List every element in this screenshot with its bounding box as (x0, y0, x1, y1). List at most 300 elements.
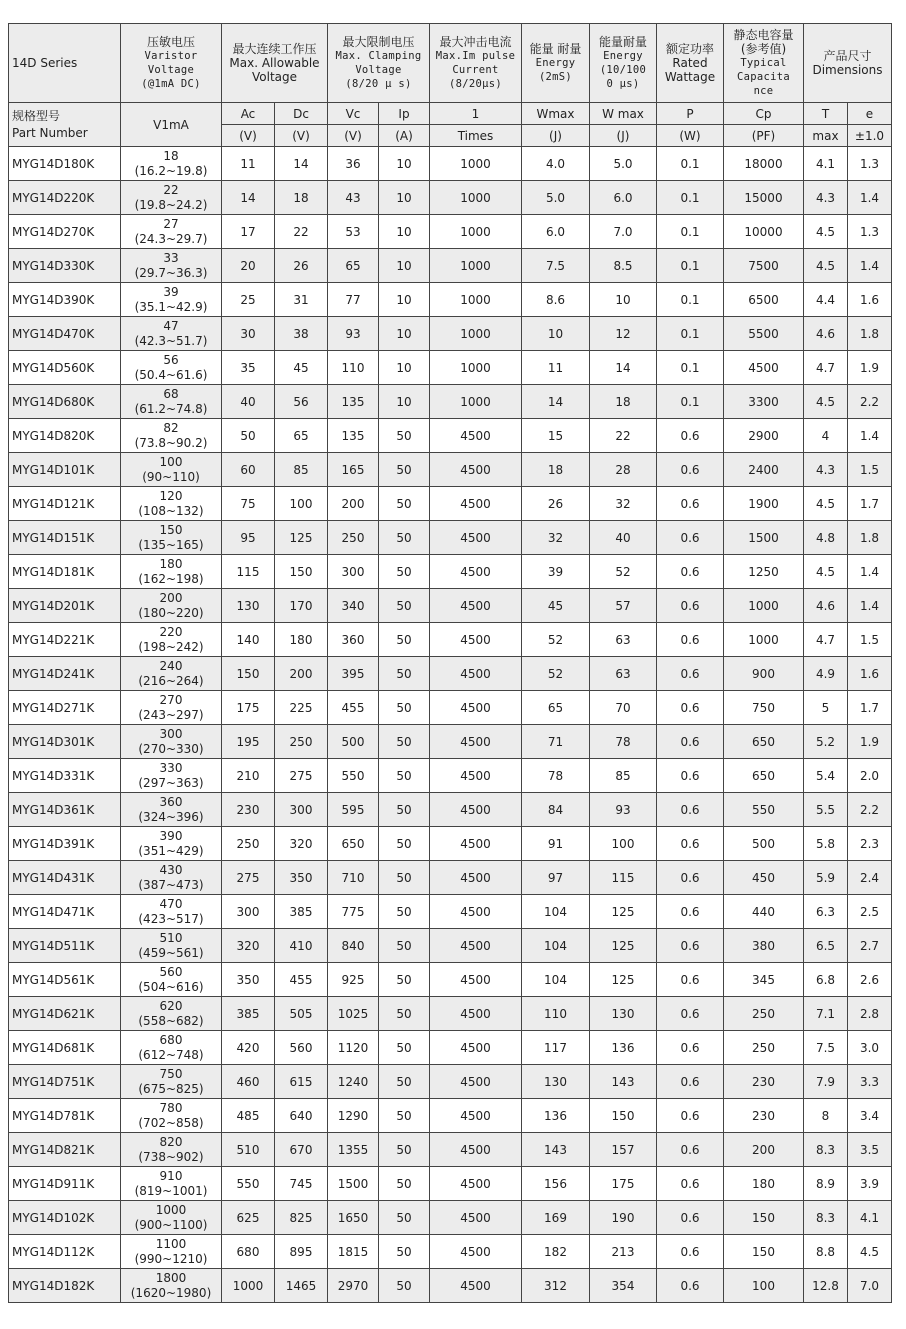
rated-power: 0.6 (657, 1133, 724, 1167)
header-dimensions: 产品尺寸 Dimensions (804, 24, 892, 103)
thickness: 5.9 (804, 861, 848, 895)
ac-voltage: 150 (222, 657, 275, 691)
clamping-voltage: 775 (328, 895, 379, 929)
table-row (9, 861, 892, 895)
capacitance: 230 (724, 1099, 804, 1133)
thickness: 5.8 (804, 827, 848, 861)
rated-power: 0.1 (657, 351, 724, 385)
thickness: 8.9 (804, 1167, 848, 1201)
impulse-times: 4500 (430, 1065, 522, 1099)
capacitance: 10000 (724, 215, 804, 249)
nominal-voltage: 33 (163, 250, 179, 265)
table-row (9, 691, 892, 725)
energy-10-1000: 136 (590, 1031, 657, 1065)
voltage-range: (819~1001) (134, 1183, 208, 1198)
voltage-range: (198~242) (138, 639, 204, 654)
dc-voltage: 225 (275, 691, 328, 725)
energy-10-1000: 143 (590, 1065, 657, 1099)
energy-2ms: 7.5 (522, 249, 590, 283)
dc-voltage: 180 (275, 623, 328, 657)
energy-10-1000: 157 (590, 1133, 657, 1167)
voltage-range: (504~616) (138, 979, 204, 994)
series-title: 14D Series (9, 24, 121, 103)
nominal-voltage: 620 (159, 998, 183, 1013)
header-energy-2ms: 能量 耐量 Energy (2mS) (522, 24, 590, 103)
dc-voltage: 300 (275, 793, 328, 827)
rated-power: 0.6 (657, 929, 724, 963)
part-number: MYG14D330K (9, 249, 121, 283)
energy-2ms: 169 (522, 1201, 590, 1235)
voltage-range: (990~1210) (134, 1251, 208, 1266)
nominal-voltage: 1000 (155, 1202, 187, 1217)
clamping-voltage: 650 (328, 827, 379, 861)
rated-power: 0.6 (657, 1065, 724, 1099)
table-row (9, 1031, 892, 1065)
energy-2ms: 8.6 (522, 283, 590, 317)
impulse-times: 1000 (430, 283, 522, 317)
ac-voltage: 40 (222, 385, 275, 419)
peak-current: 50 (379, 759, 430, 793)
ac-voltage: 195 (222, 725, 275, 759)
peak-current: 50 (379, 555, 430, 589)
peak-current: 10 (379, 181, 430, 215)
energy-2ms: 84 (522, 793, 590, 827)
rated-power: 0.1 (657, 215, 724, 249)
rated-power: 0.1 (657, 283, 724, 317)
part-number: MYG14D821K (9, 1133, 121, 1167)
varistor-voltage (121, 521, 222, 555)
lead-spacing: 2.3 (848, 827, 892, 861)
clamping-voltage: 840 (328, 929, 379, 963)
part-number: MYG14D201K (9, 589, 121, 623)
clamping-voltage: 1290 (328, 1099, 379, 1133)
capacitance: 1000 (724, 623, 804, 657)
ac-voltage: 35 (222, 351, 275, 385)
thickness: 8.3 (804, 1201, 848, 1235)
nominal-voltage: 82 (163, 420, 179, 435)
ac-voltage: 300 (222, 895, 275, 929)
energy-2ms: 130 (522, 1065, 590, 1099)
clamping-voltage: 340 (328, 589, 379, 623)
ac-voltage: 230 (222, 793, 275, 827)
energy-10-1000: 125 (590, 963, 657, 997)
capacitance: 1000 (724, 589, 804, 623)
rated-power: 0.6 (657, 759, 724, 793)
varistor-spec-table (8, 23, 892, 1303)
capacitance: 230 (724, 1065, 804, 1099)
voltage-range: (73.8~90.2) (134, 435, 208, 450)
energy-10-1000: 63 (590, 623, 657, 657)
energy-2ms: 14 (522, 385, 590, 419)
dc-voltage: 85 (275, 453, 328, 487)
energy-10-1000: 18 (590, 385, 657, 419)
header-rated-wattage: 额定功率 Rated Wattage (657, 24, 724, 103)
rated-power: 0.6 (657, 1167, 724, 1201)
dc-voltage: 14 (275, 147, 328, 181)
unit-wmax-2: (J) (590, 125, 657, 147)
unit-ip: (A) (379, 125, 430, 147)
part-number: MYG14D270K (9, 215, 121, 249)
varistor-voltage (121, 1167, 222, 1201)
voltage-range: (270~330) (138, 741, 204, 756)
impulse-times: 4500 (430, 759, 522, 793)
varistor-voltage (121, 929, 222, 963)
energy-2ms: 104 (522, 929, 590, 963)
impulse-times: 4500 (430, 487, 522, 521)
clamping-voltage: 77 (328, 283, 379, 317)
varistor-voltage (121, 589, 222, 623)
clamping-voltage: 200 (328, 487, 379, 521)
varistor-voltage (121, 317, 222, 351)
dc-voltage: 455 (275, 963, 328, 997)
voltage-range: (42.3~51.7) (134, 333, 208, 348)
lead-spacing: 3.4 (848, 1099, 892, 1133)
capacitance: 550 (724, 793, 804, 827)
voltage-range: (612~748) (138, 1047, 204, 1062)
part-number: MYG14D220K (9, 181, 121, 215)
energy-10-1000: 63 (590, 657, 657, 691)
peak-current: 50 (379, 453, 430, 487)
voltage-range: (324~396) (138, 809, 204, 824)
varistor-voltage (121, 419, 222, 453)
lead-spacing: 3.5 (848, 1133, 892, 1167)
part-number: MYG14D182K (9, 1269, 121, 1303)
capacitance: 650 (724, 725, 804, 759)
varistor-voltage (121, 997, 222, 1031)
varistor-voltage (121, 623, 222, 657)
varistor-voltage (121, 1201, 222, 1235)
varistor-voltage (121, 1099, 222, 1133)
energy-10-1000: 5.0 (590, 147, 657, 181)
table-row (9, 759, 892, 793)
rated-power: 0.6 (657, 691, 724, 725)
table-row (9, 283, 892, 317)
capacitance: 440 (724, 895, 804, 929)
nominal-voltage: 680 (159, 1032, 183, 1047)
capacitance: 6500 (724, 283, 804, 317)
varistor-voltage (121, 453, 222, 487)
varistor-voltage (121, 725, 222, 759)
lead-spacing: 1.9 (848, 725, 892, 759)
peak-current: 50 (379, 1065, 430, 1099)
peak-current: 10 (379, 317, 430, 351)
nominal-voltage: 220 (159, 624, 183, 639)
table-row (9, 793, 892, 827)
capacitance: 180 (724, 1167, 804, 1201)
part-number: MYG14D181K (9, 555, 121, 589)
thickness: 8.8 (804, 1235, 848, 1269)
impulse-times: 4500 (430, 691, 522, 725)
energy-2ms: 136 (522, 1099, 590, 1133)
peak-current: 50 (379, 895, 430, 929)
ac-voltage: 14 (222, 181, 275, 215)
dc-voltage: 170 (275, 589, 328, 623)
lead-spacing: 3.3 (848, 1065, 892, 1099)
varistor-voltage (121, 283, 222, 317)
ac-voltage: 130 (222, 589, 275, 623)
clamping-voltage: 93 (328, 317, 379, 351)
clamping-voltage: 165 (328, 453, 379, 487)
energy-2ms: 156 (522, 1167, 590, 1201)
voltage-range: (108~132) (138, 503, 204, 518)
lead-spacing: 2.4 (848, 861, 892, 895)
ac-voltage: 30 (222, 317, 275, 351)
dc-voltage: 150 (275, 555, 328, 589)
clamping-voltage: 1025 (328, 997, 379, 1031)
thickness: 4.9 (804, 657, 848, 691)
energy-10-1000: 57 (590, 589, 657, 623)
varistor-voltage (121, 215, 222, 249)
clamping-voltage: 1650 (328, 1201, 379, 1235)
unit-e: ±1.0 (848, 125, 892, 147)
impulse-times: 4500 (430, 1031, 522, 1065)
capacitance: 4500 (724, 351, 804, 385)
capacitance: 250 (724, 1031, 804, 1065)
varistor-voltage (121, 895, 222, 929)
lead-spacing: 1.5 (848, 453, 892, 487)
impulse-times: 4500 (430, 997, 522, 1031)
peak-current: 10 (379, 351, 430, 385)
energy-10-1000: 12 (590, 317, 657, 351)
table-row (9, 1269, 892, 1303)
clamping-voltage: 500 (328, 725, 379, 759)
thickness: 4 (804, 419, 848, 453)
rated-power: 0.6 (657, 963, 724, 997)
peak-current: 50 (379, 589, 430, 623)
nominal-voltage: 470 (159, 896, 183, 911)
nominal-voltage: 390 (159, 828, 183, 843)
table-row (9, 1133, 892, 1167)
nominal-voltage: 100 (159, 454, 183, 469)
thickness: 4.6 (804, 589, 848, 623)
dc-voltage: 895 (275, 1235, 328, 1269)
rated-power: 0.6 (657, 997, 724, 1031)
unit-wmax: (J) (522, 125, 590, 147)
energy-10-1000: 125 (590, 895, 657, 929)
peak-current: 50 (379, 827, 430, 861)
capacitance: 2900 (724, 419, 804, 453)
dc-voltage: 745 (275, 1167, 328, 1201)
varistor-voltage (121, 963, 222, 997)
capacitance: 500 (724, 827, 804, 861)
clamping-voltage: 2970 (328, 1269, 379, 1303)
header-clamping-voltage: 最大限制电压 Max. Clamping Voltage (8/20 μ s) (328, 24, 430, 103)
lead-spacing: 1.3 (848, 147, 892, 181)
thickness: 12.8 (804, 1269, 848, 1303)
energy-10-1000: 85 (590, 759, 657, 793)
energy-10-1000: 93 (590, 793, 657, 827)
varistor-voltage (121, 147, 222, 181)
nominal-voltage: 200 (159, 590, 183, 605)
varistor-voltage (121, 691, 222, 725)
nominal-voltage: 1100 (155, 1236, 187, 1251)
dc-voltage: 26 (275, 249, 328, 283)
capacitance: 1500 (724, 521, 804, 555)
energy-2ms: 18 (522, 453, 590, 487)
lead-spacing: 1.7 (848, 691, 892, 725)
varistor-voltage (121, 657, 222, 691)
peak-current: 50 (379, 521, 430, 555)
impulse-times: 1000 (430, 181, 522, 215)
voltage-range: (351~429) (138, 843, 204, 858)
capacitance: 200 (724, 1133, 804, 1167)
lead-spacing: 1.8 (848, 521, 892, 555)
ac-voltage: 485 (222, 1099, 275, 1133)
thickness: 4.7 (804, 623, 848, 657)
part-number: MYG14D241K (9, 657, 121, 691)
voltage-range: (61.2~74.8) (134, 401, 208, 416)
part-number: MYG14D101K (9, 453, 121, 487)
rated-power: 0.6 (657, 657, 724, 691)
voltage-range: (24.3~29.7) (134, 231, 208, 246)
dc-voltage: 45 (275, 351, 328, 385)
impulse-times: 4500 (430, 657, 522, 691)
energy-2ms: 4.0 (522, 147, 590, 181)
energy-10-1000: 28 (590, 453, 657, 487)
header-capacitance: 静态电容量 (参考值) Typical Capacita nce (724, 24, 804, 103)
thickness: 7.9 (804, 1065, 848, 1099)
part-number: MYG14D680K (9, 385, 121, 419)
varistor-voltage (121, 487, 222, 521)
impulse-times: 4500 (430, 861, 522, 895)
nominal-voltage: 510 (159, 930, 183, 945)
table-row (9, 1235, 892, 1269)
impulse-times: 4500 (430, 963, 522, 997)
dc-voltage: 38 (275, 317, 328, 351)
header-p: P (657, 103, 724, 125)
rated-power: 0.1 (657, 147, 724, 181)
lead-spacing: 2.2 (848, 385, 892, 419)
table-row (9, 997, 892, 1031)
ac-voltage: 11 (222, 147, 275, 181)
lead-spacing: 1.7 (848, 487, 892, 521)
nominal-voltage: 780 (159, 1100, 183, 1115)
rated-power: 0.1 (657, 181, 724, 215)
ac-voltage: 140 (222, 623, 275, 657)
energy-10-1000: 70 (590, 691, 657, 725)
capacitance: 150 (724, 1235, 804, 1269)
ac-voltage: 50 (222, 419, 275, 453)
varistor-voltage (121, 1235, 222, 1269)
thickness: 8 (804, 1099, 848, 1133)
peak-current: 50 (379, 1201, 430, 1235)
table-row (9, 929, 892, 963)
nominal-voltage: 270 (159, 692, 183, 707)
thickness: 5.2 (804, 725, 848, 759)
table-row (9, 725, 892, 759)
header-times: 1 (430, 103, 522, 125)
clamping-voltage: 135 (328, 419, 379, 453)
clamping-voltage: 1355 (328, 1133, 379, 1167)
impulse-times: 4500 (430, 1099, 522, 1133)
rated-power: 0.6 (657, 487, 724, 521)
energy-2ms: 78 (522, 759, 590, 793)
nominal-voltage: 1800 (155, 1270, 187, 1285)
peak-current: 10 (379, 215, 430, 249)
energy-2ms: 143 (522, 1133, 590, 1167)
nominal-voltage: 300 (159, 726, 183, 741)
impulse-times: 4500 (430, 521, 522, 555)
energy-2ms: 11 (522, 351, 590, 385)
lead-spacing: 4.1 (848, 1201, 892, 1235)
peak-current: 50 (379, 487, 430, 521)
ac-voltage: 275 (222, 861, 275, 895)
energy-10-1000: 52 (590, 555, 657, 589)
energy-2ms: 182 (522, 1235, 590, 1269)
voltage-range: (702~858) (138, 1115, 204, 1130)
clamping-voltage: 595 (328, 793, 379, 827)
lead-spacing: 1.6 (848, 283, 892, 317)
table-row (9, 1099, 892, 1133)
energy-2ms: 52 (522, 623, 590, 657)
voltage-range: (738~902) (138, 1149, 204, 1164)
part-number: MYG14D151K (9, 521, 121, 555)
energy-2ms: 312 (522, 1269, 590, 1303)
header-vc: Vc (328, 103, 379, 125)
unit-vc: (V) (328, 125, 379, 147)
energy-10-1000: 115 (590, 861, 657, 895)
thickness: 4.8 (804, 521, 848, 555)
varistor-voltage (121, 793, 222, 827)
energy-10-1000: 213 (590, 1235, 657, 1269)
unit-dc: (V) (275, 125, 328, 147)
voltage-range: (16.2~19.8) (134, 163, 208, 178)
part-number: MYG14D511K (9, 929, 121, 963)
part-number: MYG14D102K (9, 1201, 121, 1235)
header-dc: Dc (275, 103, 328, 125)
clamping-voltage: 110 (328, 351, 379, 385)
clamping-voltage: 1240 (328, 1065, 379, 1099)
peak-current: 10 (379, 249, 430, 283)
voltage-range: (558~682) (138, 1013, 204, 1028)
peak-current: 50 (379, 963, 430, 997)
voltage-range: (180~220) (138, 605, 204, 620)
part-number: MYG14D431K (9, 861, 121, 895)
capacitance: 1900 (724, 487, 804, 521)
energy-2ms: 71 (522, 725, 590, 759)
rated-power: 0.6 (657, 793, 724, 827)
rated-power: 0.6 (657, 861, 724, 895)
varistor-voltage (121, 1133, 222, 1167)
energy-10-1000: 78 (590, 725, 657, 759)
lead-spacing: 1.3 (848, 215, 892, 249)
dc-voltage: 275 (275, 759, 328, 793)
rated-power: 0.6 (657, 827, 724, 861)
dc-voltage: 615 (275, 1065, 328, 1099)
energy-2ms: 32 (522, 521, 590, 555)
rated-power: 0.6 (657, 1099, 724, 1133)
voltage-range: (50.4~61.6) (134, 367, 208, 382)
part-number: MYG14D390K (9, 283, 121, 317)
ac-voltage: 350 (222, 963, 275, 997)
table-row (9, 181, 892, 215)
lead-spacing: 2.5 (848, 895, 892, 929)
voltage-range: (35.1~42.9) (134, 299, 208, 314)
table-row (9, 419, 892, 453)
clamping-voltage: 395 (328, 657, 379, 691)
capacitance: 7500 (724, 249, 804, 283)
varistor-voltage (121, 249, 222, 283)
dc-voltage: 350 (275, 861, 328, 895)
peak-current: 10 (379, 385, 430, 419)
part-number: MYG14D751K (9, 1065, 121, 1099)
thickness: 6.5 (804, 929, 848, 963)
peak-current: 50 (379, 1099, 430, 1133)
impulse-times: 1000 (430, 317, 522, 351)
peak-current: 50 (379, 861, 430, 895)
rated-power: 0.1 (657, 249, 724, 283)
voltage-range: (243~297) (138, 707, 204, 722)
